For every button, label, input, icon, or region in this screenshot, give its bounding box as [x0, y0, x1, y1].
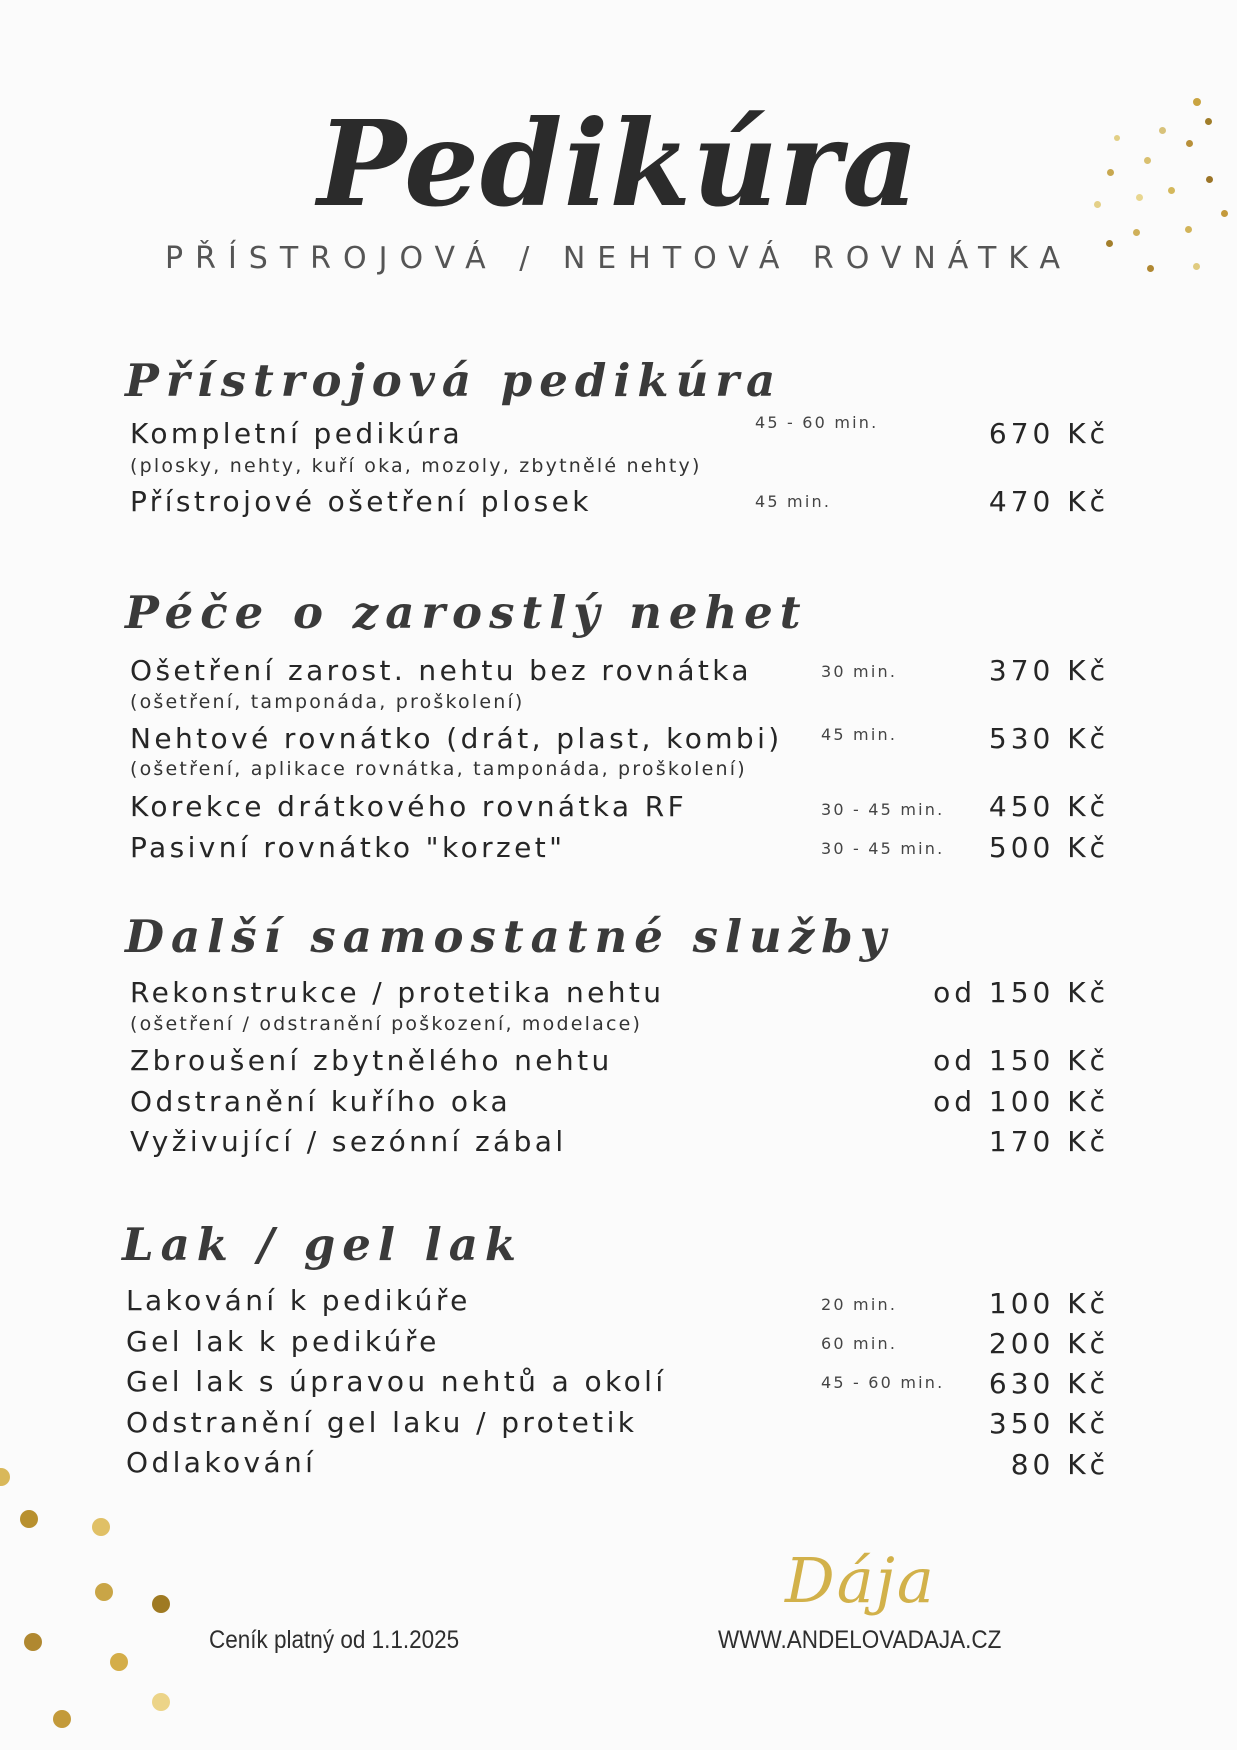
confetti-dot — [1193, 98, 1201, 106]
service-price: 630 Kč — [988, 1367, 1109, 1400]
service-duration: 45 min. — [755, 492, 832, 511]
section-heading-pristrojova-pedikura: Přístrojová pedikúra — [125, 354, 783, 407]
service-name: Odlakování — [126, 1446, 317, 1479]
confetti-dot — [1221, 210, 1228, 217]
confetti-dot — [1136, 194, 1143, 201]
confetti-dot — [53, 1710, 71, 1728]
confetti-dot — [1205, 118, 1212, 125]
service-name: Pasivní rovnátko "korzet" — [130, 831, 566, 864]
service-price: 530 Kč — [988, 722, 1109, 755]
confetti-dot — [20, 1510, 38, 1528]
service-note: (ošetření, tamponáda, proškolení) — [130, 691, 525, 713]
confetti-dot — [152, 1693, 170, 1711]
service-duration: 30 - 45 min. — [821, 800, 945, 819]
confetti-dot — [1193, 263, 1200, 270]
service-name: Odstranění gel laku / protetik — [126, 1406, 638, 1439]
confetti-dot — [1168, 187, 1175, 194]
service-name: Ošetření zarost. nehtu bez rovnátka — [130, 654, 752, 687]
confetti-dot — [24, 1633, 42, 1651]
service-price: 170 Kč — [988, 1125, 1109, 1158]
page-subtitle: PŘÍSTROJOVÁ / NEHTOVÁ ROVNÁTKA — [165, 241, 1072, 276]
service-price: od 150 Kč — [933, 1044, 1109, 1077]
service-price: 500 Kč — [988, 831, 1109, 864]
confetti-dot — [1144, 157, 1151, 164]
website-text: WWW.ANDELOVADAJA.CZ — [718, 1626, 1002, 1654]
service-name: Gel lak s úpravou nehtů a okolí — [126, 1365, 667, 1398]
service-duration: 60 min. — [821, 1334, 898, 1353]
service-name: Korekce drátkového rovnátka RF — [130, 790, 688, 823]
service-price: 80 Kč — [1010, 1448, 1109, 1481]
service-name: Lakování k pedikúře — [126, 1284, 471, 1317]
service-name: Přístrojové ošetření plosek — [130, 485, 592, 518]
service-price: 350 Kč — [988, 1407, 1109, 1440]
service-price: od 150 Kč — [933, 976, 1109, 1009]
confetti-dot — [110, 1653, 128, 1671]
service-name: Kompletní pedikúra — [130, 417, 464, 450]
service-duration: 45 - 60 min. — [755, 413, 879, 432]
confetti-dot — [1114, 135, 1120, 141]
service-name: Odstranění kuřího oka — [130, 1085, 512, 1118]
valid-from-text: Ceník platný od 1.1.2025 — [209, 1626, 460, 1654]
confetti-dot — [1206, 176, 1213, 183]
service-price: 200 Kč — [988, 1327, 1109, 1360]
service-price: od 100 Kč — [933, 1085, 1109, 1118]
service-price: 470 Kč — [988, 485, 1109, 518]
page-title: Pedikúra — [317, 94, 920, 233]
confetti-dot — [1185, 226, 1192, 233]
section-heading-pece-o-zarostly-nehet: Péče o zarostlý nehet — [125, 586, 808, 639]
confetti-dot — [1106, 240, 1113, 247]
signature-logo: Dája — [785, 1544, 936, 1617]
service-note: (plosky, nehty, kuří oka, mozoly, zbytnělé nehty) — [130, 455, 702, 477]
confetti-dot — [92, 1518, 110, 1536]
confetti-dot — [1159, 127, 1166, 134]
service-name: Nehtové rovnátko (drát, plast, kombi) — [130, 722, 783, 755]
section-heading-lak-gel-lak: Lak / gel lak — [122, 1218, 524, 1271]
service-name: Vyživující / sezónní zábal — [130, 1125, 567, 1158]
service-duration: 30 min. — [821, 662, 898, 681]
confetti-dot — [1107, 169, 1114, 176]
confetti-dot — [1133, 229, 1140, 236]
service-duration: 45 min. — [821, 725, 898, 744]
section-heading-dalsi-samostatne-sluzby: Další samostatné služby — [125, 910, 893, 963]
service-note: (ošetření, aplikace rovnátka, tamponáda, proškolení) — [130, 758, 747, 780]
confetti-dot — [0, 1468, 10, 1486]
service-name: Gel lak k pedikúře — [126, 1325, 440, 1358]
confetti-dot — [1186, 140, 1193, 147]
service-name: Rekonstrukce / protetika nehtu — [130, 976, 665, 1009]
service-note: (ošetření / odstranění poškození, modelace) — [130, 1013, 643, 1035]
confetti-dot — [1147, 265, 1154, 272]
service-price: 370 Kč — [988, 654, 1109, 687]
confetti-dot — [95, 1583, 113, 1601]
service-duration: 20 min. — [821, 1295, 898, 1314]
confetti-dot — [1094, 201, 1101, 208]
service-duration: 30 - 45 min. — [821, 839, 945, 858]
service-name: Zbroušení zbytnělého nehtu — [130, 1044, 613, 1077]
service-duration: 45 - 60 min. — [821, 1373, 945, 1392]
service-price: 450 Kč — [988, 790, 1109, 823]
service-price: 100 Kč — [988, 1287, 1109, 1320]
confetti-dot — [152, 1595, 170, 1613]
service-price: 670 Kč — [988, 417, 1109, 450]
